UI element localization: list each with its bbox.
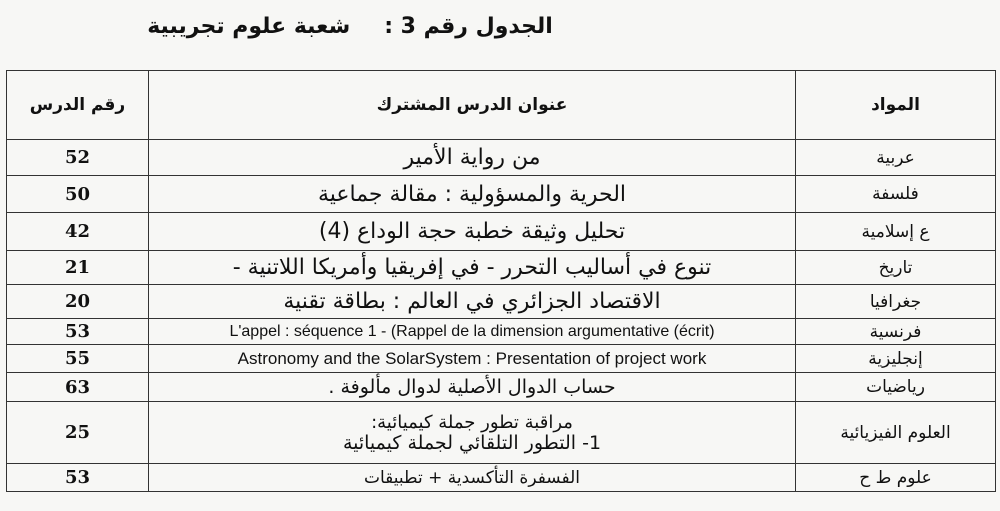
number-cell: 63 [7,373,149,402]
lesson-cell [149,402,796,464]
table-row [7,373,996,402]
subject-cell: العلوم الفيزيائية [796,402,996,464]
number-cell: 52 [7,140,149,176]
lesson-cell: تنوع في أساليب التحرر - في إفريقيا وأمريكا اللاتنية - [149,251,796,285]
title-left: الجدول رقم 3 : [384,14,553,39]
header-lesson-title: عنوان الدرس المشترك [149,71,796,140]
subject-cell: جغرافيا [796,285,996,319]
number-cell: 53 [7,464,149,492]
page-title [0,8,1000,46]
header-subject: المواد [796,71,996,140]
table-header-row [7,71,996,140]
subject-cell: رياضيات [796,373,996,402]
number-cell: 53 [7,319,149,345]
lesson-line-2: 1- التطور التلقائي لجملة كيميائية [342,431,602,454]
table-row [7,213,996,251]
subject-cell: فلسفة [796,176,996,213]
number-cell: 50 [7,176,149,213]
lesson-cell: حساب الدوال الأصلية لدوال مألوفة . [149,373,796,402]
lesson-cell: الفسفرة التأكسدية + تطبيقات [149,464,796,492]
number-cell: 55 [7,345,149,373]
number-cell: 42 [7,213,149,251]
lessons-table [6,70,996,492]
subject-cell: علوم ط ح [796,464,996,492]
subject-cell: تاريخ [796,251,996,285]
lesson-cell: Astronomy and the SolarSystem : Presentation of project work [149,345,796,373]
lesson-line-1: مراقبة تطور جملة كيميائية: [371,411,573,433]
table-row [7,319,996,345]
lesson-cell: تحليل وثيقة خطبة حجة الوداع (4) [149,213,796,251]
table-row [7,251,996,285]
table-row [7,345,996,373]
lesson-cell: الاقتصاد الجزائري في العالم : بطاقة تقنية [149,285,796,319]
subject-cell: إنجليزية [796,345,996,373]
subject-cell: ع إسلامية [796,213,996,251]
header-lesson-number: رقم الدرس [7,71,149,140]
table-row [7,285,996,319]
number-cell: 25 [7,402,149,464]
subject-cell: عربية [796,140,996,176]
number-cell: 20 [7,285,149,319]
table-row [7,464,996,492]
number-cell: 21 [7,251,149,285]
title-right: شعبة علوم تجريبية [147,14,351,39]
table-row [7,140,996,176]
table-row [7,176,996,213]
lesson-cell: من رواية الأمير [149,140,796,176]
subject-cell: فرنسية [796,319,996,345]
table-row [7,402,996,464]
lesson-cell: الحرية والمسؤولية : مقالة جماعية [149,176,796,213]
lesson-cell: L'appel : séquence 1 - (Rappel de la dimension argumentative (écrit) [149,319,796,345]
